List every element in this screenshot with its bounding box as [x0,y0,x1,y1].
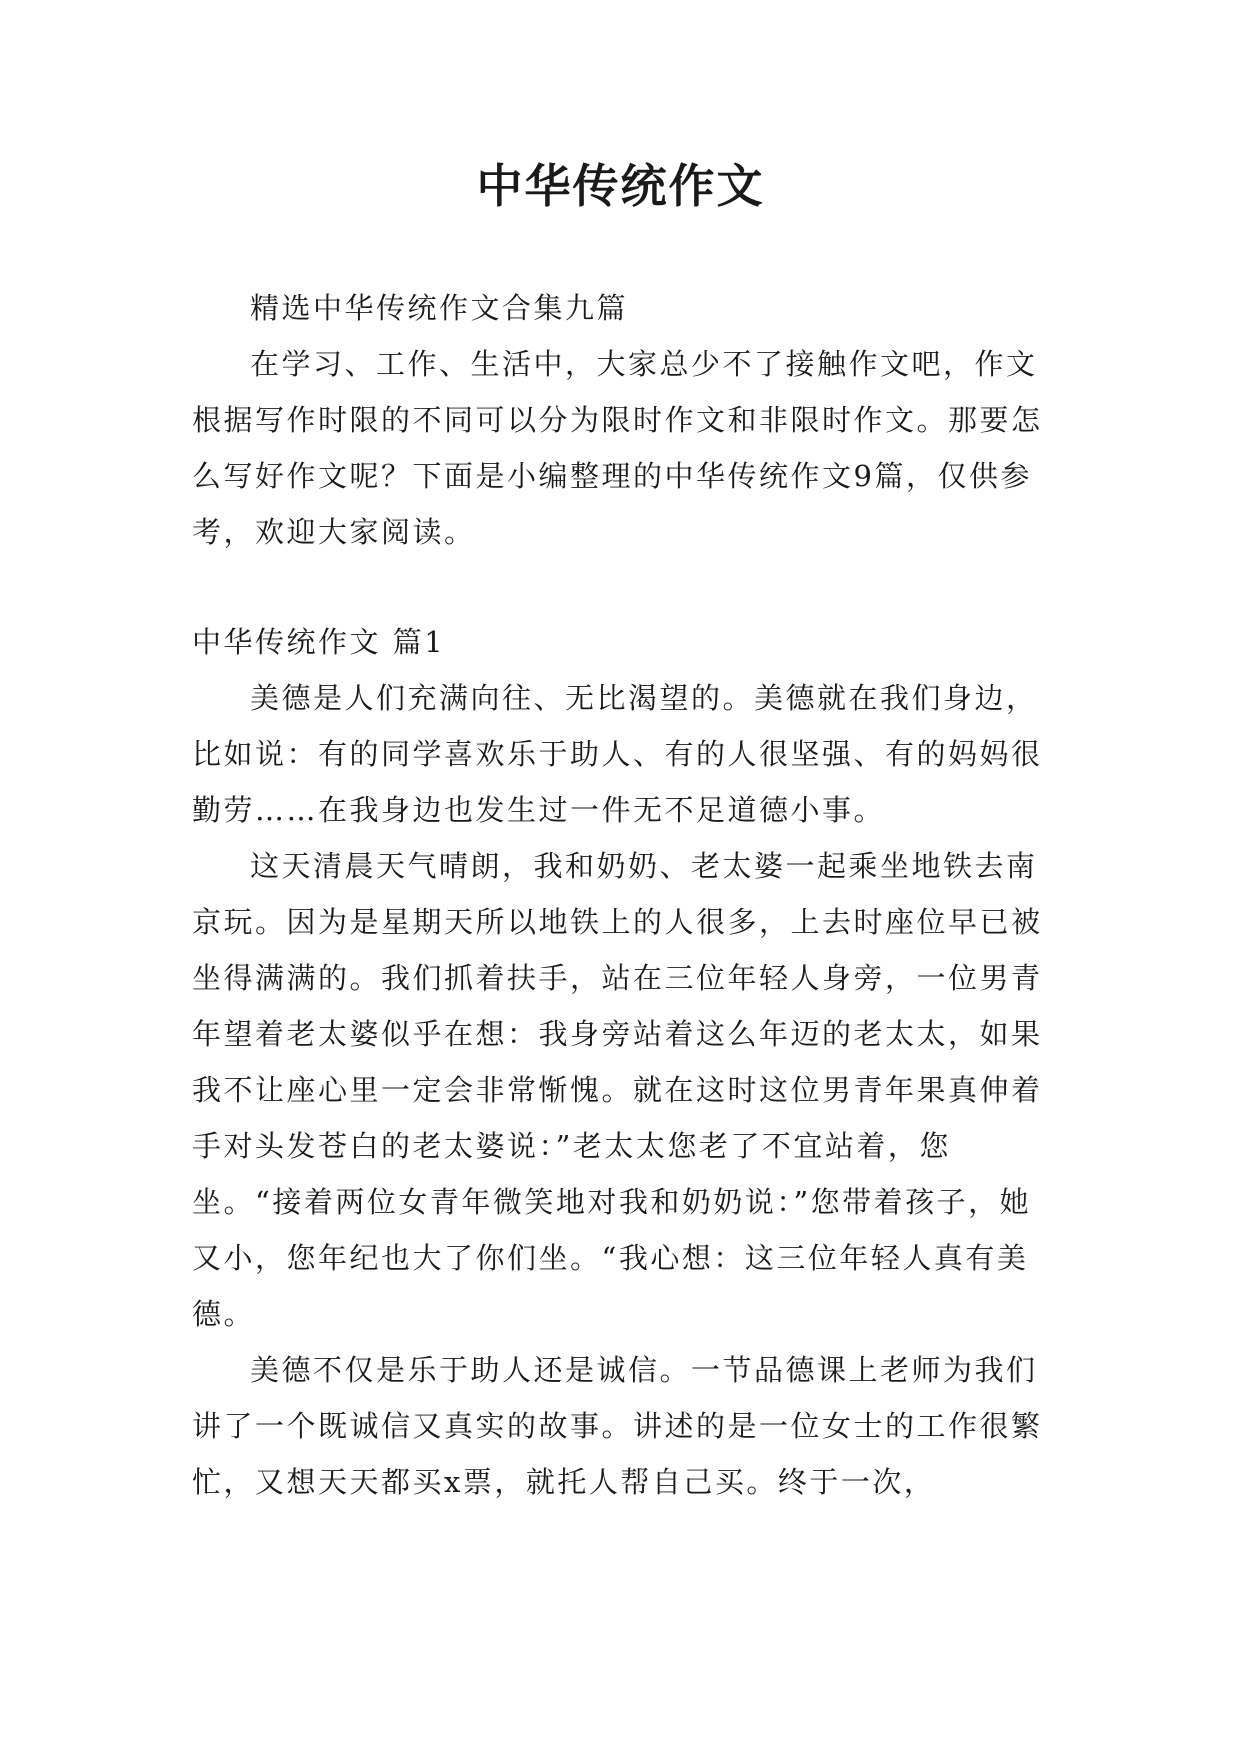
section-spacer [192,560,1050,614]
intro-subtitle: 精选中华传统作文合集九篇 [250,291,629,325]
section-heading: 中华传统作文 篇1 [192,625,446,659]
document-title: 中华传统作文 [476,159,765,213]
section-paragraph-3: 美德不仅是乐于助人还是诚信。一节品德课上老师为我们讲了一个既诚信又真实的故事。讲述的是一位女士的工作很繁忙，又想天天都买x票，就托人帮自己买。终于一次， [192,1353,1043,1499]
document-body [192,280,1050,1510]
section-paragraph-1: 美德是人们充满向往、无比渴望的。美德就在我们身边，比如说：有的同学喜欢乐于助人、有的人很坚强、有的妈妈很勤劳……在我身边也发生过一件无不足道德小事。 [192,681,1043,827]
intro-paragraph: 在学习、工作、生活中，大家总少不了接触作文吧，作文根据写作时限的不同可以分为限时作文和非限时作文。那要怎么写好作文呢？下面是小编整理的中华传统作文9篇，仅供参考，欢迎大家阅读。 [192,347,1043,549]
section-paragraph-2: 这天清晨天气晴朗，我和奶奶、老太婆一起乘坐地铁去南京玩。因为是星期天所以地铁上的人很多，上去时座位早已被坐得满满的。我们抓着扶手，站在三位年轻人身旁，一位男青年望着老太婆似乎在想：我身旁站着这么年迈的老太太，如果我不让座心里一定会非常惭愧。就在这时这位男青年果真伸着手对头发苍白的老太婆说：”老太太您老了不宜站着，您坐。“接着两位女青年微笑地对我和奶奶说：”您带着孩子，她又小，您年纪也大了你们坐。“我心想：这三位年轻人真有美德。 [192,849,1043,1331]
